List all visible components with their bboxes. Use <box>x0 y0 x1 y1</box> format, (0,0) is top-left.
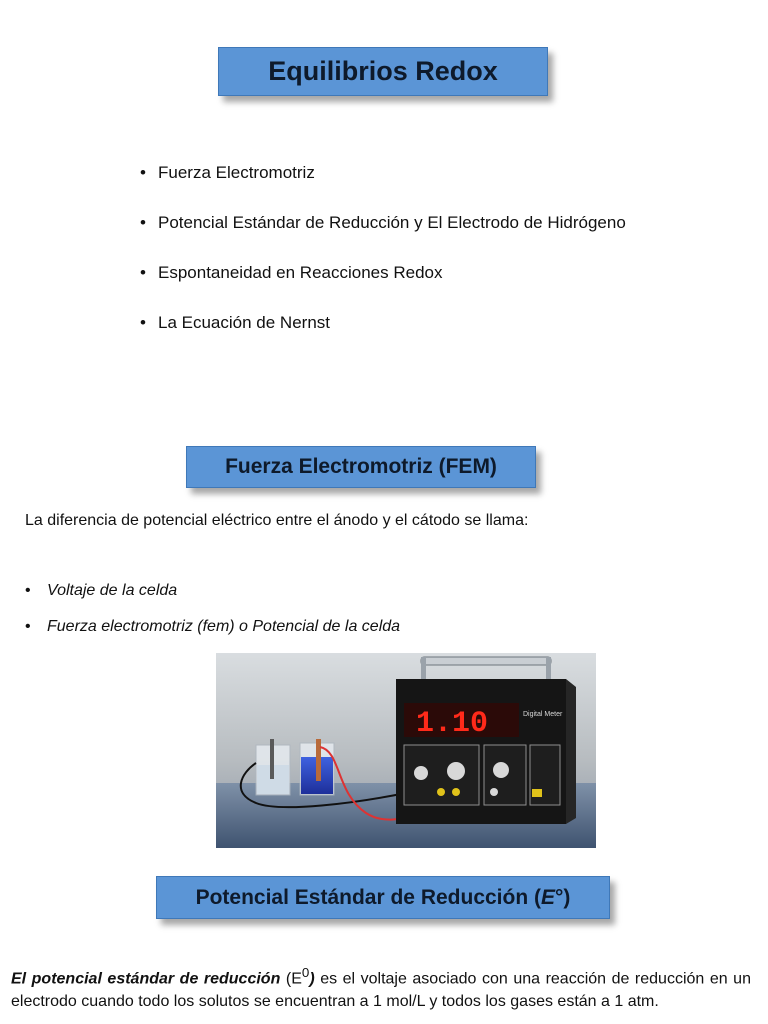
list-item <box>140 212 626 262</box>
fem-intro-text: La diferencia de potencial eléctrico entre el ánodo y el cátodo se llama: <box>25 512 529 529</box>
definition-text: es el voltaje asociado con una reacción de reducción en un electrodo cuando todo los solutos se encuentran a 1 mol/L y todos los gases están a 1 atm. <box>11 970 751 1011</box>
list-item-text: Fuerza electromotriz (fem) o Potencial de la celda <box>47 618 401 635</box>
section-heading-suffix: °) <box>555 885 571 909</box>
list-item <box>140 312 626 362</box>
section-heading-prefix: Potencial Estándar de Reducción ( <box>195 885 541 909</box>
list-item-text: Espontaneidad en Reacciones Redox <box>158 263 443 282</box>
meter-display: 1.10 <box>416 707 489 741</box>
definition-paragraph: El potencial estándar de reducción $(E^0)$ es el voltaje asociado con una reacción de reducción en un electrodo cuando todo los solutos se encuentran a 1 mol/L y todos los gases están a 1 atm. <box>11 965 751 1011</box>
list-item-text: Voltaje de la celda <box>47 582 178 599</box>
list-item <box>25 580 400 616</box>
page-title <box>218 47 548 96</box>
section-heading-symbol: E <box>541 885 556 909</box>
definition-superscript: 0 <box>301 965 310 980</box>
fem-terms-list <box>25 580 400 652</box>
voltmeter <box>396 657 576 824</box>
list-item <box>140 262 626 312</box>
definition-symbol: E <box>291 970 302 988</box>
voltmeter-photo <box>216 653 596 848</box>
section-heading-text: Fuerza Electromotriz (FEM) <box>225 455 497 478</box>
section-heading-potential <box>156 876 610 919</box>
beaker-clear <box>256 739 290 795</box>
meter-label: Digital Meter <box>523 711 563 718</box>
list-item-text: La Ecuación de Nernst <box>158 313 330 332</box>
list-item-text: Fuerza Electromotriz <box>158 163 315 182</box>
list-item <box>140 162 626 212</box>
section-heading-fem <box>186 446 536 488</box>
list-item-text: Potencial Estándar de Reducción y El Electrodo de Hidrógeno <box>158 213 626 232</box>
beaker-blue <box>300 739 334 795</box>
definition-term: El potencial estándar de reducción <box>11 970 281 988</box>
page-title-text: Equilibrios Redox <box>268 56 498 86</box>
topics-list <box>140 162 626 362</box>
list-item <box>25 616 400 652</box>
